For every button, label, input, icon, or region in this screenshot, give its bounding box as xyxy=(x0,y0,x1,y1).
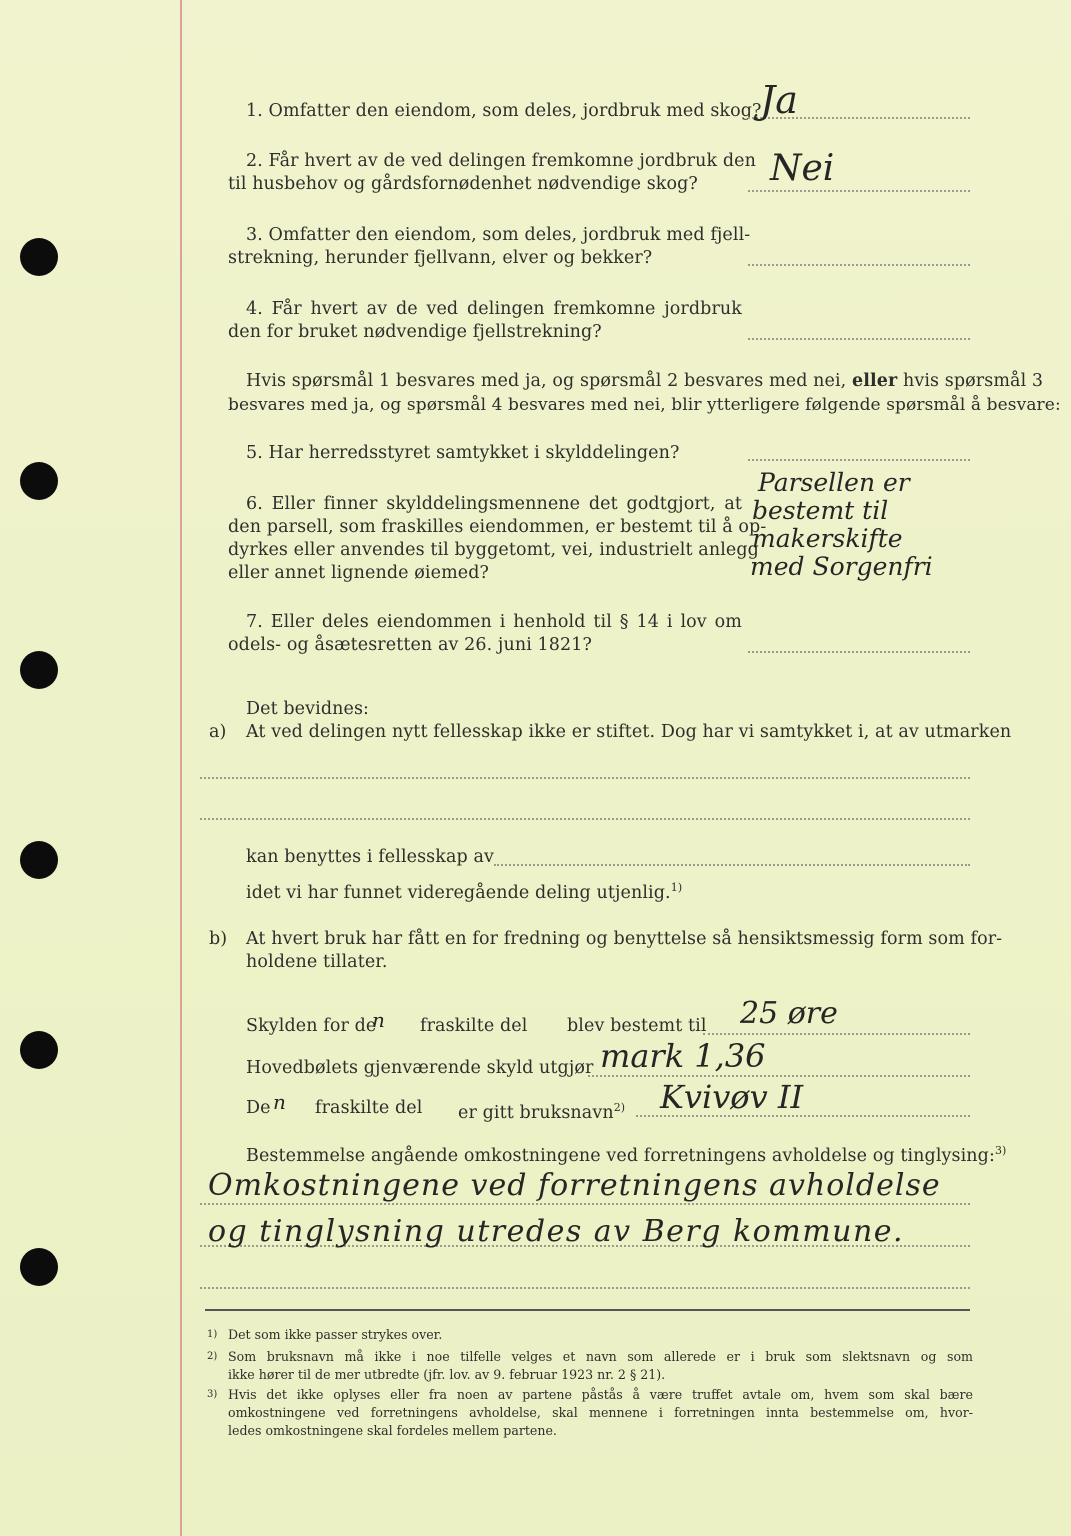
question-6-line-4: eller annet lignende øiemed? xyxy=(228,563,490,583)
found-sentence: idet vi har funnet videregående deling utjenlig. xyxy=(246,882,671,903)
shared-use-label: kan benyttes i fellesskap av xyxy=(246,847,494,867)
fill-line xyxy=(200,1287,970,1289)
question-4-line-2: den for bruket nødvendige fjellstrekning? xyxy=(228,322,602,342)
punch-hole xyxy=(20,462,58,500)
cost-handwritten-line-2: og tinglysning utredes av Berg kommune. xyxy=(208,1214,905,1249)
footnote-separator xyxy=(205,1309,970,1311)
question-4-line-1: 4. Får hvert av de ved delingen fremkomne jordbruk xyxy=(246,299,742,319)
answer-line xyxy=(748,190,970,192)
footnote-3-line-3: ledes omkostningene skal fordeles mellem partene. xyxy=(228,1423,557,1438)
question-6-line-2: den parsell, som fraskilles eiendommen, er bestemt til å op- xyxy=(228,517,767,537)
answer-6-line-3: makerskifte xyxy=(752,524,903,553)
item-b-line-1: At hvert bruk har fått en for fredning og benyttelse så hensiktsmessig form som for- xyxy=(246,929,1003,949)
question-6-line-1: 6. Eller finner skylddelingsmennene det godtgjort, at xyxy=(246,494,742,514)
hoved-label: Hovedbølets gjenværende skyld utgjør xyxy=(246,1058,594,1078)
navn-handwritten: n xyxy=(273,1090,286,1114)
condition-text-b: hvis spørsmål 3 xyxy=(902,371,1044,391)
navn-label-c-text: er gitt bruksnavn xyxy=(458,1102,614,1123)
navn-label-a: De xyxy=(246,1098,271,1118)
footnote-ref: 3) xyxy=(994,1144,1007,1157)
item-b-label: b) xyxy=(209,929,228,949)
skyld-value: 25 øre xyxy=(740,996,838,1031)
condition-text-a: Hvis spørsmål 1 besvares med ja, og spørsmål 2 besvares med nei, xyxy=(246,371,847,391)
question-1: 1. Omfatter den eiendom, som deles, jordbruk med skog? xyxy=(246,101,762,121)
footnote-3-number: 3) xyxy=(207,1389,218,1400)
answer-2: Nei xyxy=(770,148,835,189)
question-6-line-3: dyrkes eller anvendes til byggetomt, vei, industrielt anlegg xyxy=(228,540,759,560)
condition-text-bold: eller xyxy=(852,371,898,391)
question-2-line-1: 2. Får hvert av de ved delingen fremkomne jordbruk den xyxy=(246,151,756,171)
attest-heading: Det bevidnes: xyxy=(246,699,370,719)
fill-line xyxy=(494,864,970,866)
navn-label-c xyxy=(458,1096,625,1125)
condition-line-1 xyxy=(246,369,1043,393)
question-2-line-2: til husbehov og gårdsfornødenhet nødvendige skog? xyxy=(228,174,698,194)
footnote-2-number: 2) xyxy=(207,1351,218,1362)
item-a-text: At ved delingen nytt fellesskap ikke er stiftet. Dog har vi samtykket i, at av utmarken xyxy=(246,722,1012,742)
fill-line xyxy=(200,777,970,779)
cost-handwritten-line-1: Omkostningene ved forretningens avholdelse xyxy=(208,1168,941,1203)
punch-hole xyxy=(20,1248,58,1286)
answer-1: Ja xyxy=(760,78,798,122)
cost-label xyxy=(246,1139,1006,1168)
hoved-value: mark 1,36 xyxy=(600,1037,766,1075)
skyld-label-b: fraskilte del xyxy=(420,1016,528,1036)
answer-line xyxy=(748,459,970,461)
punch-hole xyxy=(20,1031,58,1069)
question-3-line-1: 3. Omfatter den eiendom, som deles, jordbruk med fjell- xyxy=(246,225,751,245)
answer-line xyxy=(748,264,970,266)
skyld-label-c: blev bestemt til xyxy=(567,1016,707,1036)
footnote-2-line-2: ikke hører til de mer utbredte (jfr. lov. av 9. februar 1923 nr. 2 § 21). xyxy=(228,1367,666,1382)
question-3-line-2: strekning, herunder fjellvann, elver og bekker? xyxy=(228,248,653,268)
item-a-label: a) xyxy=(209,722,227,742)
fill-line xyxy=(200,818,970,820)
footnote-1: Det som ikke passer strykes over. xyxy=(228,1327,443,1342)
navn-label-b: fraskilte del xyxy=(315,1098,423,1118)
footnote-ref: 2) xyxy=(613,1101,626,1114)
found-text xyxy=(246,876,682,905)
navn-value: Kvivøv II xyxy=(660,1078,804,1116)
margin-line xyxy=(180,0,182,1536)
answer-line xyxy=(748,338,970,340)
skyld-label-a: Skylden for de xyxy=(246,1016,377,1036)
fill-line xyxy=(588,1075,970,1077)
question-5: 5. Har herredsstyret samtykket i skylddelingen? xyxy=(246,443,680,463)
footnote-ref: 1) xyxy=(670,881,683,894)
question-7-line-2: odels- og åsætesretten av 26. juni 1821? xyxy=(228,635,592,655)
footnote-1-number: 1) xyxy=(207,1329,218,1340)
answer-6-line-4: med Sorgenfri xyxy=(750,552,933,581)
punch-hole xyxy=(20,841,58,879)
condition-line-2: besvares med ja, og spørsmål 4 besvares med nei, blir ytterligere følgende spørsmål å besvare: xyxy=(228,395,1061,415)
punch-hole xyxy=(20,238,58,276)
answer-6-line-2: bestemt til xyxy=(752,496,889,525)
question-7-line-1: 7. Eller deles eiendommen i henhold til § 14 i lov om xyxy=(246,612,742,632)
footnote-2-line-1: Som bruksnavn må ikke i noe tilfelle velges et navn som allerede er i bruk som slektsnavn og som xyxy=(228,1349,973,1364)
answer-line xyxy=(748,651,970,653)
cost-label-text: Bestemmelse angående omkostningene ved forretningens avholdelse og tinglysing: xyxy=(246,1145,995,1166)
footnote-3-line-2: omkostningene ved forretningens avholdelse, skal mennene i forretningen innta bestemmelse om, hvor- xyxy=(228,1405,973,1420)
fill-line xyxy=(200,1203,970,1205)
punch-hole xyxy=(20,651,58,689)
skyld-handwritten: n xyxy=(372,1008,385,1032)
fill-line xyxy=(703,1033,970,1035)
item-b-line-2: holdene tillater. xyxy=(246,952,388,972)
answer-6-line-1: Parsellen er xyxy=(758,468,910,497)
footnote-3-line-1: Hvis det ikke oplyses eller fra noen av partene påstås å være truffet avtale om, hvem som skal bære xyxy=(228,1387,973,1402)
